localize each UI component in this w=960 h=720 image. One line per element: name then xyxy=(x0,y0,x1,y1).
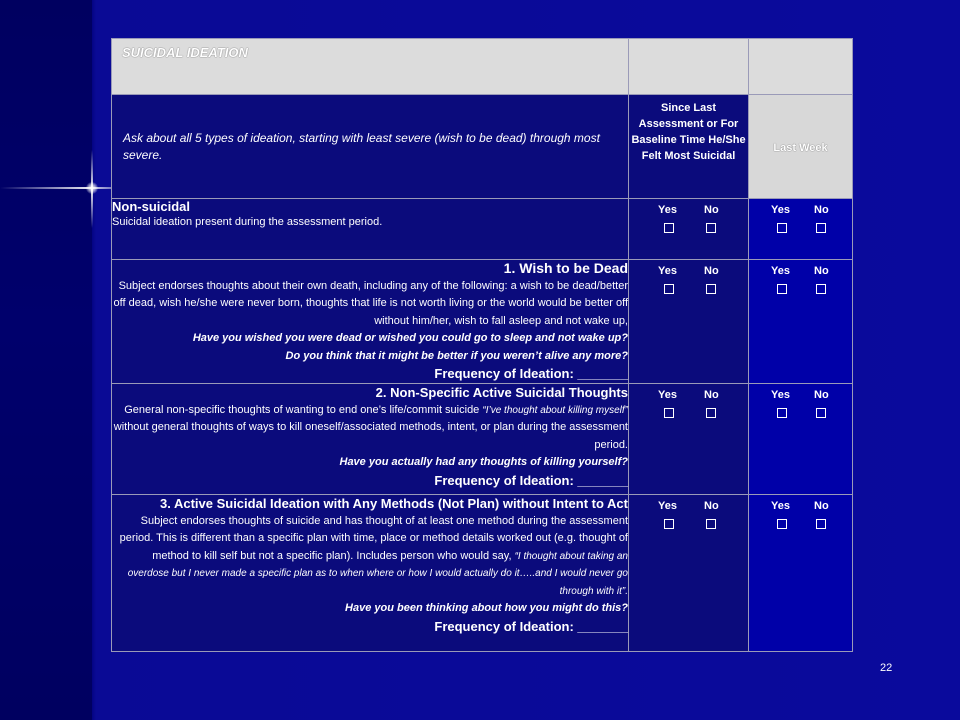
example-quote: “I’ve thought about killing myself” xyxy=(482,404,628,416)
question-title: 2. Non-Specific Active Suicidal Thoughts xyxy=(375,385,628,400)
description-part: without general thoughts of ways to kill oneself/associated methods, intent, or plan during the assessment period. xyxy=(113,421,628,451)
interview-question: Have you been thinking about how you might do this? xyxy=(345,602,628,614)
last-week-answer-cell xyxy=(749,495,853,652)
header-blank-cell xyxy=(749,39,853,95)
question-description: Subject endorses thoughts about their own death, including any of the following: a wish to be dead/better off dead, wish he/she were never born, thoughts that life is not worth living or the world would be better off without him/her, wish to fall asleep and not wake up, xyxy=(113,279,628,327)
description-part: General non-specific thoughts of wanting to end one’s life/commit suicide xyxy=(124,403,480,416)
no-checkbox[interactable] xyxy=(706,223,716,233)
yes-checkbox[interactable] xyxy=(777,519,787,529)
question-description xyxy=(112,513,628,601)
no-label: No xyxy=(814,265,829,277)
yes-label: Yes xyxy=(658,389,677,401)
no-checkbox[interactable] xyxy=(816,284,826,294)
yes-label: Yes xyxy=(771,265,790,277)
since-last-answer-cell xyxy=(629,495,749,652)
frequency-of-ideation: Frequency of Ideation: _______ xyxy=(434,366,628,381)
table-row xyxy=(112,384,853,495)
no-checkbox[interactable] xyxy=(816,223,826,233)
yes-checkbox[interactable] xyxy=(777,284,787,294)
last-week-answer-cell xyxy=(749,260,853,384)
question-title: 3. Active Suicidal Ideation with Any Methods (Not Plan) without Intent to Act xyxy=(159,496,628,511)
question-description: Suicidal ideation present during the assessment period. xyxy=(112,216,383,228)
interview-question: Do you think that it might be better if you weren’t alive any more? xyxy=(285,349,628,362)
last-week-answer-cell xyxy=(749,199,853,260)
since-last-answer-cell xyxy=(629,384,749,495)
sparkle-decoration-core xyxy=(86,182,98,194)
yes-checkbox[interactable] xyxy=(777,408,787,418)
no-checkbox[interactable] xyxy=(706,519,716,529)
left-background-band xyxy=(0,0,92,720)
yes-checkbox[interactable] xyxy=(664,408,674,418)
question-title: 1. Wish to be Dead xyxy=(503,260,628,276)
no-label: No xyxy=(704,265,719,277)
yes-checkbox[interactable] xyxy=(664,223,674,233)
table-row xyxy=(112,260,853,384)
question-cell xyxy=(112,260,629,384)
since-last-answer-cell xyxy=(629,260,749,384)
no-label: No xyxy=(814,389,829,401)
example-quote: “I thought about taking an overdose but I never made a specific plan as to when where or how I would actually do it…..and I would never go through with it”. xyxy=(127,550,628,597)
since-last-header-cell xyxy=(629,95,749,199)
interview-question: Have you wished you were dead or wished you could go to sleep and not wake up? xyxy=(192,332,628,344)
no-checkbox[interactable] xyxy=(706,284,716,294)
question-cell xyxy=(112,495,629,652)
section-title-cell xyxy=(112,39,629,95)
no-checkbox[interactable] xyxy=(706,408,716,418)
no-checkbox[interactable] xyxy=(816,519,826,529)
instructions-text: Ask about all 5 types of ideation, starting with least severe (wish to be dead) through most severe. xyxy=(123,131,600,162)
yes-label: Yes xyxy=(658,204,677,216)
instructions-cell xyxy=(112,95,629,199)
question-description xyxy=(112,402,628,455)
yes-checkbox[interactable] xyxy=(664,284,674,294)
question-cell xyxy=(112,384,629,495)
last-week-header: Last Week xyxy=(773,142,828,154)
frequency-of-ideation: Frequency of Ideation: _______ xyxy=(434,472,628,488)
frequency-of-ideation: Frequency of Ideation: _______ xyxy=(434,618,628,634)
header-blank-cell xyxy=(629,39,749,95)
last-week-header-cell xyxy=(749,95,853,199)
last-week-answer-cell xyxy=(749,384,853,495)
no-label: No xyxy=(814,204,829,216)
no-label: No xyxy=(704,500,719,512)
yes-label: Yes xyxy=(771,204,790,216)
since-last-answer-cell xyxy=(629,199,749,260)
no-label: No xyxy=(704,204,719,216)
description-part: Subject endorses thoughts of suicide and has thought of at least one method during the assessment period. This is different than a specific plan with time, place or method details worked out (e.g. thought of method to kill self but not a specific plan). Includes person who would say, xyxy=(119,514,628,562)
no-label: No xyxy=(704,389,719,401)
interview-question: Have you actually had any thoughts of killing yourself? xyxy=(339,456,628,468)
page-number: 22 xyxy=(880,662,893,674)
table-row xyxy=(112,199,853,260)
yes-label: Yes xyxy=(771,389,790,401)
table-row xyxy=(112,495,853,652)
yes-label: Yes xyxy=(658,265,677,277)
section-title: SUICIDAL IDEATION xyxy=(122,45,248,60)
yes-label: Yes xyxy=(658,500,677,512)
yes-label: Yes xyxy=(771,500,790,512)
suicidal-ideation-table xyxy=(111,38,853,652)
instructions-row xyxy=(112,95,853,199)
since-last-header: Since Last Assessment or For Baseline Time He/She Felt Most Suicidal xyxy=(631,102,746,162)
yes-checkbox[interactable] xyxy=(777,223,787,233)
no-checkbox[interactable] xyxy=(816,408,826,418)
yes-checkbox[interactable] xyxy=(664,519,674,529)
question-cell xyxy=(112,199,629,260)
question-title: Non-suicidal xyxy=(112,199,191,214)
no-label: No xyxy=(814,500,829,512)
table-header-row xyxy=(112,39,853,95)
